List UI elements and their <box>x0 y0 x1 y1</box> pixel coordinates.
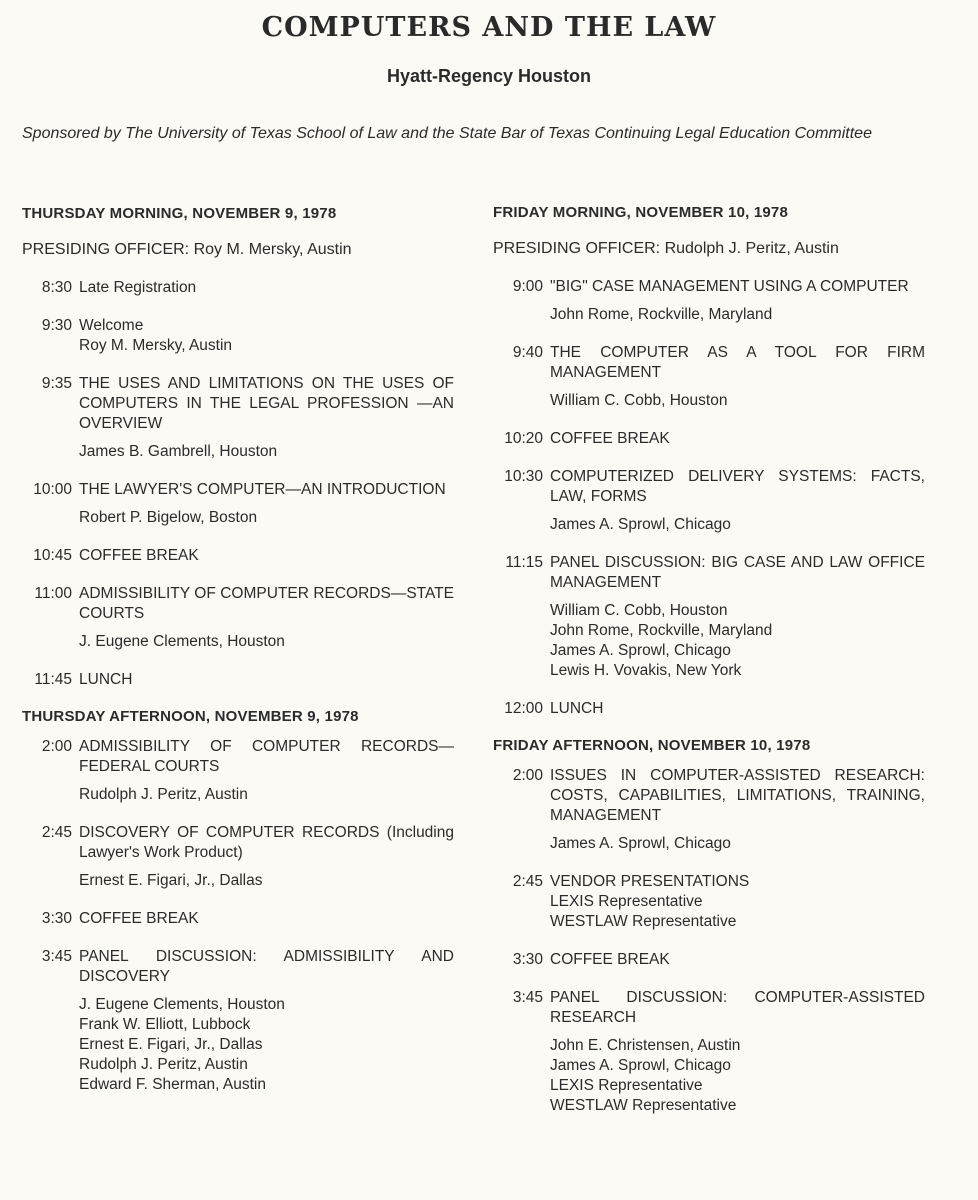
speaker-name: William C. Cobb, Houston <box>550 392 728 409</box>
session-content <box>79 909 454 929</box>
schedule-item <box>493 766 925 854</box>
thursday-column <box>22 205 454 1113</box>
speaker-name: James A. Sprowl, Chicago <box>550 642 731 659</box>
session-content <box>79 546 454 566</box>
session-content <box>550 988 925 1116</box>
session-topic: THE LAWYER'S COMPUTER—AN INTRODUCTION <box>79 481 446 498</box>
speaker-name: John Rome, Rockville, Maryland <box>550 622 773 639</box>
speaker-name: James A. Sprowl, Chicago <box>550 516 731 533</box>
speaker-name: John Rome, Rockville, Maryland <box>550 306 773 323</box>
schedule-item <box>493 467 925 535</box>
session-content <box>79 316 454 356</box>
session-time: 2:45 <box>512 873 543 890</box>
thursday-afternoon-heading: THURSDAY AFTERNOON, NOVEMBER 9, 1978 <box>22 708 359 725</box>
session-time: 9:30 <box>41 317 72 334</box>
session-time: 3:45 <box>41 948 72 965</box>
session-time: 3:45 <box>512 989 543 1006</box>
speaker-name: Robert P. Bigelow, Boston <box>79 509 258 526</box>
schedule-item <box>22 823 454 891</box>
speaker-name: Rudolph J. Peritz, Austin <box>79 786 248 803</box>
session-time: 2:00 <box>512 767 543 784</box>
session-topic: PANEL DISCUSSION: COMPUTER-ASSISTED RESEARCH <box>550 989 925 1026</box>
speaker-name: James A. Sprowl, Chicago <box>550 835 731 852</box>
session-topic: VENDOR PRESENTATIONS <box>550 873 750 890</box>
session-content <box>79 278 454 298</box>
speaker-list <box>550 391 925 411</box>
session-time: 9:00 <box>512 278 543 295</box>
page-title: COMPUTERS AND THE LAW <box>261 12 717 43</box>
session-content <box>79 737 454 805</box>
session-topic: LUNCH <box>550 700 604 717</box>
session-time: 8:30 <box>41 279 72 296</box>
schedule-item <box>493 277 925 325</box>
session-time: 3:30 <box>512 951 543 968</box>
speaker-list <box>550 515 925 535</box>
speaker-name: James A. Sprowl, Chicago <box>550 1057 731 1074</box>
friday-afternoon-schedule <box>493 766 925 1116</box>
speaker-name: WESTLAW Representative <box>550 1097 737 1114</box>
speaker-name: LEXIS Representative <box>550 893 703 910</box>
session-content <box>550 553 925 681</box>
schedule-item <box>22 374 454 462</box>
session-topic: PANEL DISCUSSION: ADMISSIBILITY AND DISCOVERY <box>79 948 454 985</box>
speaker-list <box>550 834 925 854</box>
speaker-list <box>79 995 454 1095</box>
session-topic: COMPUTERIZED DELIVERY SYSTEMS: FACTS, LAW, FORMS <box>550 468 925 505</box>
sponsor-line: Sponsored by The University of Texas School of Law and the State Bar of Texas Continuing Legal Education Committee <box>22 125 872 142</box>
schedule-item <box>493 950 925 970</box>
session-topic: THE COMPUTER AS A TOOL FOR FIRM MANAGEMENT <box>550 344 925 381</box>
session-time: 3:30 <box>41 910 72 927</box>
session-time: 9:40 <box>512 344 543 361</box>
schedule-item <box>493 988 925 1116</box>
schedule-item <box>22 546 454 566</box>
thursday-morning-schedule <box>22 278 454 690</box>
speaker-name: William C. Cobb, Houston <box>550 602 728 619</box>
thursday-morning-heading: THURSDAY MORNING, NOVEMBER 9, 1978 <box>22 205 337 222</box>
speaker-list <box>79 336 454 356</box>
speaker-name: Roy M. Mersky, Austin <box>79 337 233 354</box>
session-content <box>79 947 454 1095</box>
session-time: 2:00 <box>41 738 72 755</box>
session-topic: DISCOVERY OF COMPUTER RECORDS (Including Lawyer's Work Product) <box>79 824 454 861</box>
speaker-name: LEXIS Representative <box>550 1077 703 1094</box>
session-content <box>79 374 454 462</box>
schedule-item <box>493 699 925 719</box>
session-time: 9:35 <box>41 375 72 392</box>
session-content <box>550 429 925 449</box>
speaker-name: WESTLAW Representative <box>550 913 737 930</box>
session-topic: ADMISSIBILITY OF COMPUTER RECORDS—FEDERAL COURTS <box>79 738 454 775</box>
speaker-name: J. Eugene Clements, Houston <box>79 996 285 1013</box>
schedule-item <box>22 947 454 1095</box>
friday-morning-heading: FRIDAY MORNING, NOVEMBER 10, 1978 <box>493 204 789 221</box>
thursday-presiding-officer: PRESIDING OFFICER: Roy M. Mersky, Austin <box>22 241 352 258</box>
schedule-item <box>493 343 925 411</box>
speaker-list <box>79 508 454 528</box>
session-topic: Welcome <box>79 317 144 334</box>
schedule-item <box>22 316 454 356</box>
session-time: 12:00 <box>504 700 543 717</box>
session-content <box>550 467 925 535</box>
session-topic: "BIG" CASE MANAGEMENT USING A COMPUTER <box>550 278 909 295</box>
friday-morning-schedule <box>493 277 925 719</box>
session-topic: ISSUES IN COMPUTER-ASSISTED RESEARCH: COSTS, CAPABILITIES, LIMITATIONS, TRAINING, MANAGEMENT <box>550 767 925 824</box>
speaker-name: Ernest E. Figari, Jr., Dallas <box>79 1036 263 1053</box>
speaker-list <box>550 305 925 325</box>
schedule-item <box>22 909 454 929</box>
session-time: 10:45 <box>33 547 72 564</box>
session-topic: Late Registration <box>79 279 197 296</box>
speaker-list <box>550 601 925 681</box>
session-content <box>79 584 454 652</box>
session-content <box>550 343 925 411</box>
session-content <box>79 670 454 690</box>
speaker-name: James B. Gambrell, Houston <box>79 443 278 460</box>
session-time: 11:00 <box>34 585 72 602</box>
session-time: 10:20 <box>504 430 543 447</box>
speaker-list <box>550 1036 925 1116</box>
session-topic: COFFEE BREAK <box>79 547 199 564</box>
session-content <box>550 277 925 325</box>
schedule-item <box>22 737 454 805</box>
speaker-name: J. Eugene Clements, Houston <box>79 633 285 650</box>
speaker-name: Frank W. Elliott, Lubbock <box>79 1016 251 1033</box>
session-content <box>79 823 454 891</box>
session-content <box>550 766 925 854</box>
thursday-afternoon-schedule <box>22 737 454 1095</box>
session-content <box>550 950 925 970</box>
session-topic: COFFEE BREAK <box>550 430 670 447</box>
speaker-list <box>550 892 925 932</box>
speaker-name: Edward F. Sherman, Austin <box>79 1076 266 1093</box>
schedule-item <box>22 670 454 690</box>
speaker-list <box>79 785 454 805</box>
venue: Hyatt-Regency Houston <box>386 66 592 86</box>
session-topic: PANEL DISCUSSION: BIG CASE AND LAW OFFICE MANAGEMENT <box>550 554 925 591</box>
speaker-name: John E. Christensen, Austin <box>550 1037 741 1054</box>
session-time: 10:00 <box>33 481 72 498</box>
session-time: 11:45 <box>34 671 72 688</box>
speaker-name: Ernest E. Figari, Jr., Dallas <box>79 872 263 889</box>
schedule-item <box>493 872 925 932</box>
schedule-item <box>22 278 454 298</box>
speaker-list <box>79 442 454 462</box>
session-topic: ADMISSIBILITY OF COMPUTER RECORDS—STATE COURTS <box>79 585 454 622</box>
session-topic: LUNCH <box>79 671 133 688</box>
session-topic: THE USES AND LIMITATIONS ON THE USES OF COMPUTERS IN THE LEGAL PROFESSION —AN OVERVIEW <box>79 375 454 432</box>
session-topic: COFFEE BREAK <box>79 910 199 927</box>
session-content <box>550 872 925 932</box>
session-time: 2:45 <box>41 824 72 841</box>
friday-column <box>493 204 925 1134</box>
friday-presiding-officer: PRESIDING OFFICER: Rudolph J. Peritz, Austin <box>493 240 839 257</box>
session-time: 11:15 <box>505 554 543 571</box>
schedule-item <box>22 480 454 528</box>
speaker-name: Rudolph J. Peritz, Austin <box>79 1056 248 1073</box>
session-time: 10:30 <box>504 468 543 485</box>
schedule-item <box>22 584 454 652</box>
friday-afternoon-heading: FRIDAY AFTERNOON, NOVEMBER 10, 1978 <box>493 737 811 754</box>
schedule-item <box>493 429 925 449</box>
speaker-list <box>79 632 454 652</box>
schedule-item <box>493 553 925 681</box>
session-topic: COFFEE BREAK <box>550 951 670 968</box>
speaker-name: Lewis H. Vovakis, New York <box>550 662 742 679</box>
session-content <box>550 699 925 719</box>
session-content <box>79 480 454 528</box>
speaker-list <box>79 871 454 891</box>
